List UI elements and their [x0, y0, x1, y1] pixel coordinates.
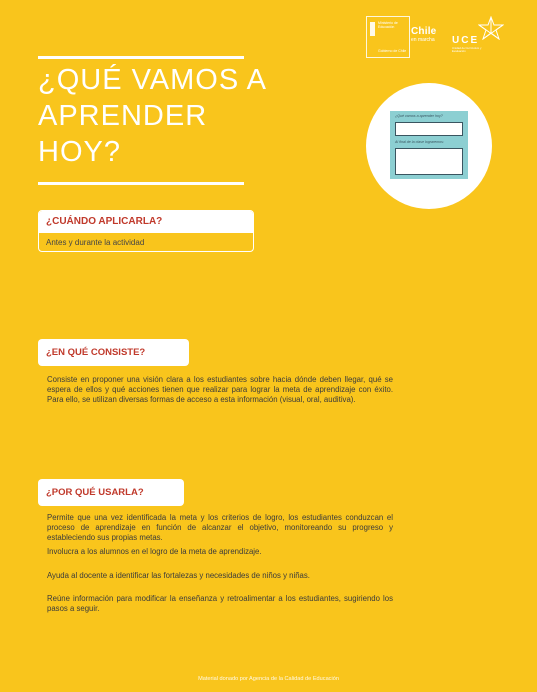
ministry-logo — [366, 16, 410, 58]
board-box-1 — [395, 122, 463, 136]
ministry-logo-sub: Gobierno de Chile — [378, 49, 407, 53]
footer-credit: Material donado por Agencia de la Calidad de Educación — [198, 676, 339, 682]
why-paragraph-1: Permite que una vez identificada la meta y los criterios de logro, los estudiantes conduzcan el proceso de aprendizaje en función de alcanzar el objetivo, monitoreando su progreso y estableciendo sus propias metas. — [47, 513, 393, 543]
when-text: Antes y durante la actividad — [46, 238, 145, 247]
when-section — [38, 210, 254, 252]
board-box-2 — [395, 148, 463, 175]
what-text: Consiste en proponer una visión clara a los estudiantes sobre hacia dónde deben llegar, qué se espera de ellos y qué acciones tienen que realizar para lograr la meta de aprendizaje con éxito. Para ello, se utilizan diversas formas de acceso a esta información (visual, oral, auditiva). — [47, 375, 393, 405]
why-heading: ¿POR QUÉ USARLA? — [38, 479, 184, 506]
logo-flag-bar — [370, 22, 375, 36]
uce-logo-text: UCE — [452, 35, 480, 46]
board-label-2: Al final de la clase lograremos: — [395, 140, 444, 144]
why-paragraph-2: Involucra a los alumnos en el logro de la meta de aprendizaje. — [47, 547, 262, 556]
board-label-1: ¿Qué vamos a aprender hoy? — [395, 114, 443, 118]
ministry-logo-text: Ministerio de Educación — [378, 21, 398, 29]
page-title: ¿QUÉ VAMOS A APRENDER HOY? — [38, 64, 266, 168]
title-rule-bottom — [38, 182, 244, 185]
chile-logo-sub: en marcha — [411, 37, 435, 43]
uce-star-icon — [478, 16, 504, 40]
chile-logo — [411, 26, 436, 43]
chile-logo-main: Chile — [411, 26, 437, 37]
title-rule-top — [38, 56, 244, 59]
uce-logo-sub: Unidad de Currículum y Evaluación — [452, 46, 482, 54]
what-heading: ¿EN QUÉ CONSISTE? — [38, 339, 189, 366]
uce-logo — [452, 16, 504, 58]
when-heading: ¿CUÁNDO APLICARLA? — [39, 211, 253, 233]
why-paragraph-4: Reúne información para modificar la enseñanza y retroalimentar a los estudiantes, sugiriendo los pasos a seguir. — [47, 594, 393, 614]
why-paragraph-3: Ayuda al docente a identificar las fortalezas y necesidades de niños y niñas. — [47, 571, 310, 580]
whiteboard-illustration — [390, 111, 468, 179]
